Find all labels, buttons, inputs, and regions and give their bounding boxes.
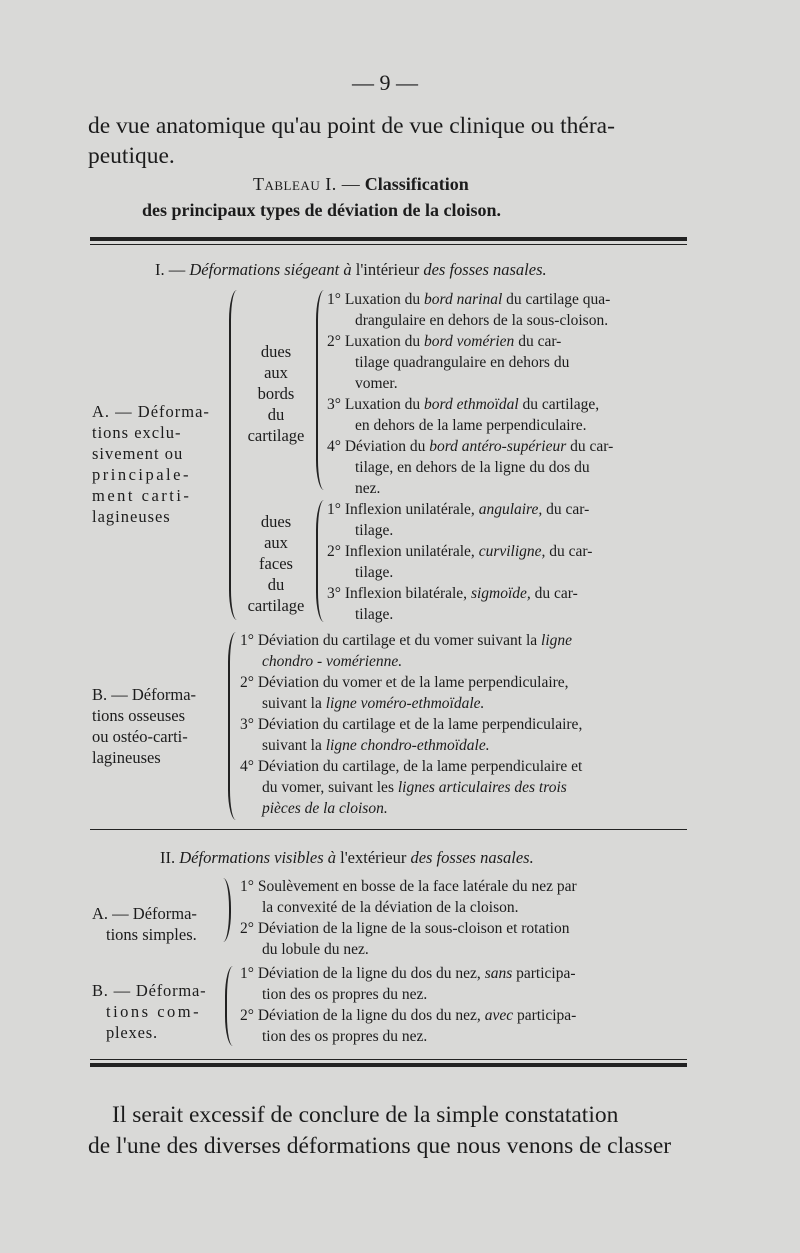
list-item-cont: suivant la ligne voméro-ethmoïdale. — [262, 695, 485, 712]
intro-line-2: peutique. — [88, 143, 175, 169]
section1-heading-italic-b: des fosses nasales. — [423, 260, 547, 279]
s1a-sub2-brace — [316, 500, 324, 622]
section1-heading-prefix: I. — — [155, 260, 186, 279]
list-item: 2° Déviation de la ligne de la sous-cloison et rotation — [240, 920, 570, 937]
label-line: principale- — [92, 465, 191, 484]
section2-heading — [160, 847, 534, 868]
s1a-sub1-label — [240, 341, 312, 446]
list-item-cont: nez. — [355, 480, 381, 497]
s1a-sub2-label — [240, 511, 312, 616]
list-item-cont: drangulaire en dehors de la sous-cloison. — [355, 312, 609, 329]
outro-line-2: de l'une des diverses déformations que nous venons de classer — [88, 1133, 672, 1159]
list-item: 4° Déviation du cartilage, de la lame perpendiculaire et — [240, 758, 583, 775]
label-line: cartilage — [247, 596, 305, 615]
label-line: faces — [259, 554, 293, 573]
s1-group-a-brace — [229, 290, 239, 620]
label-line: B. — Déforma- — [92, 981, 207, 1000]
list-item: 2° Inflexion unilatérale, curviligne, du car- — [327, 543, 593, 560]
list-item-cont: tion des os propres du nez. — [262, 1028, 428, 1045]
s1-group-b-brace — [228, 632, 237, 820]
label-line: cartilage — [247, 426, 305, 445]
label-line: A. — Déforma- — [92, 402, 210, 421]
label-line: du — [267, 575, 285, 594]
list-item-cont: chondro - vomérienne. — [262, 653, 403, 670]
section1-heading — [155, 259, 547, 280]
table-title-line-2: des principaux types de déviation de la cloison. — [142, 200, 502, 220]
bottom-rule-thin — [90, 1059, 687, 1060]
list-item: 1° Inflexion unilatérale, angulaire, du car- — [327, 501, 590, 518]
list-item-cont: tilage. — [355, 606, 394, 623]
list-item: 2° Déviation du vomer et de la lame perpendiculaire, — [240, 674, 569, 691]
list-item-cont: pièces de la cloison. — [262, 800, 388, 817]
section2-heading-italic-a: Déformations visibles à — [179, 848, 336, 867]
s1-group-b-label — [92, 684, 196, 768]
list-item-cont: tilage. — [355, 564, 394, 581]
s2-group-a-brace — [223, 878, 231, 942]
label-line: dues — [260, 512, 292, 531]
list-item: 2° Luxation du bord vomérien du car- — [327, 333, 562, 350]
list-item-cont: suivant la ligne chondro-ethmoïdale. — [262, 737, 490, 754]
label-line: aux — [264, 363, 288, 382]
list-item-cont: vomer. — [355, 375, 398, 392]
list-item-cont: tilage. — [355, 522, 394, 539]
list-item-cont: en dehors de la lame perpendiculaire. — [355, 417, 587, 434]
list-item: 1° Soulèvement en bosse de la face latérale du nez par — [240, 878, 577, 895]
label-line: tions exclu- — [92, 423, 182, 442]
label-line: lagineuses — [92, 748, 161, 767]
label-line: du — [267, 405, 285, 424]
s1a-sub1-items — [327, 289, 613, 499]
intro-line-1: de vue anatomique qu'au point de vue clinique ou théra- — [88, 113, 615, 139]
list-item: 3° Luxation du bord ethmoïdal du cartilage, — [327, 396, 600, 413]
label-line: tions osseuses — [92, 706, 186, 725]
list-item: 4° Déviation du bord antéro-supérieur du car- — [327, 438, 614, 455]
label-line: ment carti- — [92, 486, 192, 505]
s2-group-a-items — [240, 876, 577, 960]
label-line: aux — [264, 533, 288, 552]
table-title-line-1 — [253, 174, 469, 195]
s2-group-b-brace — [225, 966, 233, 1046]
list-item-cont: tion des os propres du nez. — [262, 986, 428, 1003]
label-line: lagineuses — [92, 507, 171, 526]
table-title-prefix: Tableau I. — — [253, 174, 361, 194]
label-line: plexes. — [106, 1023, 158, 1042]
page-number: — 9 — — [352, 70, 418, 95]
section2-heading-mid: l'extérieur — [340, 848, 407, 867]
s2-group-b-label — [92, 980, 206, 1043]
list-item: 1° Déviation du cartilage et du vomer suivant la ligne — [240, 632, 573, 649]
label-line: dues — [260, 342, 292, 361]
s2-group-b-items — [240, 963, 576, 1047]
label-line: bords — [257, 384, 295, 403]
section1-heading-mid: l'intérieur — [355, 260, 420, 279]
label-line: A. — Déforma- — [92, 904, 197, 923]
top-rule-thick — [90, 237, 687, 241]
list-item: 3° Inflexion bilatérale, sigmoïde, du car- — [327, 585, 578, 602]
label-line: tions simples. — [106, 925, 197, 944]
list-item: 1° Luxation du bord narinal du cartilage qua- — [327, 291, 611, 308]
label-line: ou ostéo-carti- — [92, 727, 188, 746]
label-line: B. — Déforma- — [92, 685, 197, 704]
s1a-sub1-brace — [316, 290, 324, 490]
list-item: 2° Déviation de la ligne du dos du nez, avec participa- — [240, 1007, 577, 1024]
s2-group-a-label — [92, 903, 197, 945]
label-line: tions com- — [106, 1002, 202, 1021]
table-title-bold: Classification — [364, 174, 469, 194]
bottom-rule-thick — [90, 1063, 687, 1067]
s1-group-a-label — [92, 401, 210, 527]
outro-line-1: Il serait excessif de conclure de la simple constatation — [112, 1102, 619, 1128]
middle-rule — [90, 829, 687, 830]
list-item-cont: la convexité de la déviation de la cloison. — [262, 899, 519, 916]
list-item-cont: du vomer, suivant les lignes articulaires des trois — [262, 779, 567, 796]
top-rule-thin — [90, 244, 687, 245]
list-item-cont: tilage, en dehors de la ligne du dos du — [355, 459, 590, 476]
list-item: 3° Déviation du cartilage et de la lame perpendiculaire, — [240, 716, 583, 733]
section2-heading-italic-b: des fosses nasales. — [410, 848, 534, 867]
list-item-cont: tilage quadrangulaire en dehors du — [355, 354, 570, 371]
s1a-sub2-items — [327, 499, 592, 625]
s1-group-b-items — [240, 630, 582, 819]
section1-heading-italic-a: Déformations siégeant à — [189, 260, 352, 279]
section2-heading-prefix: II. — [160, 848, 176, 867]
list-item: 1° Déviation de la ligne du dos du nez, sans participa- — [240, 965, 576, 982]
list-item-cont: du lobule du nez. — [262, 941, 369, 958]
label-line: sivement ou — [92, 444, 184, 463]
